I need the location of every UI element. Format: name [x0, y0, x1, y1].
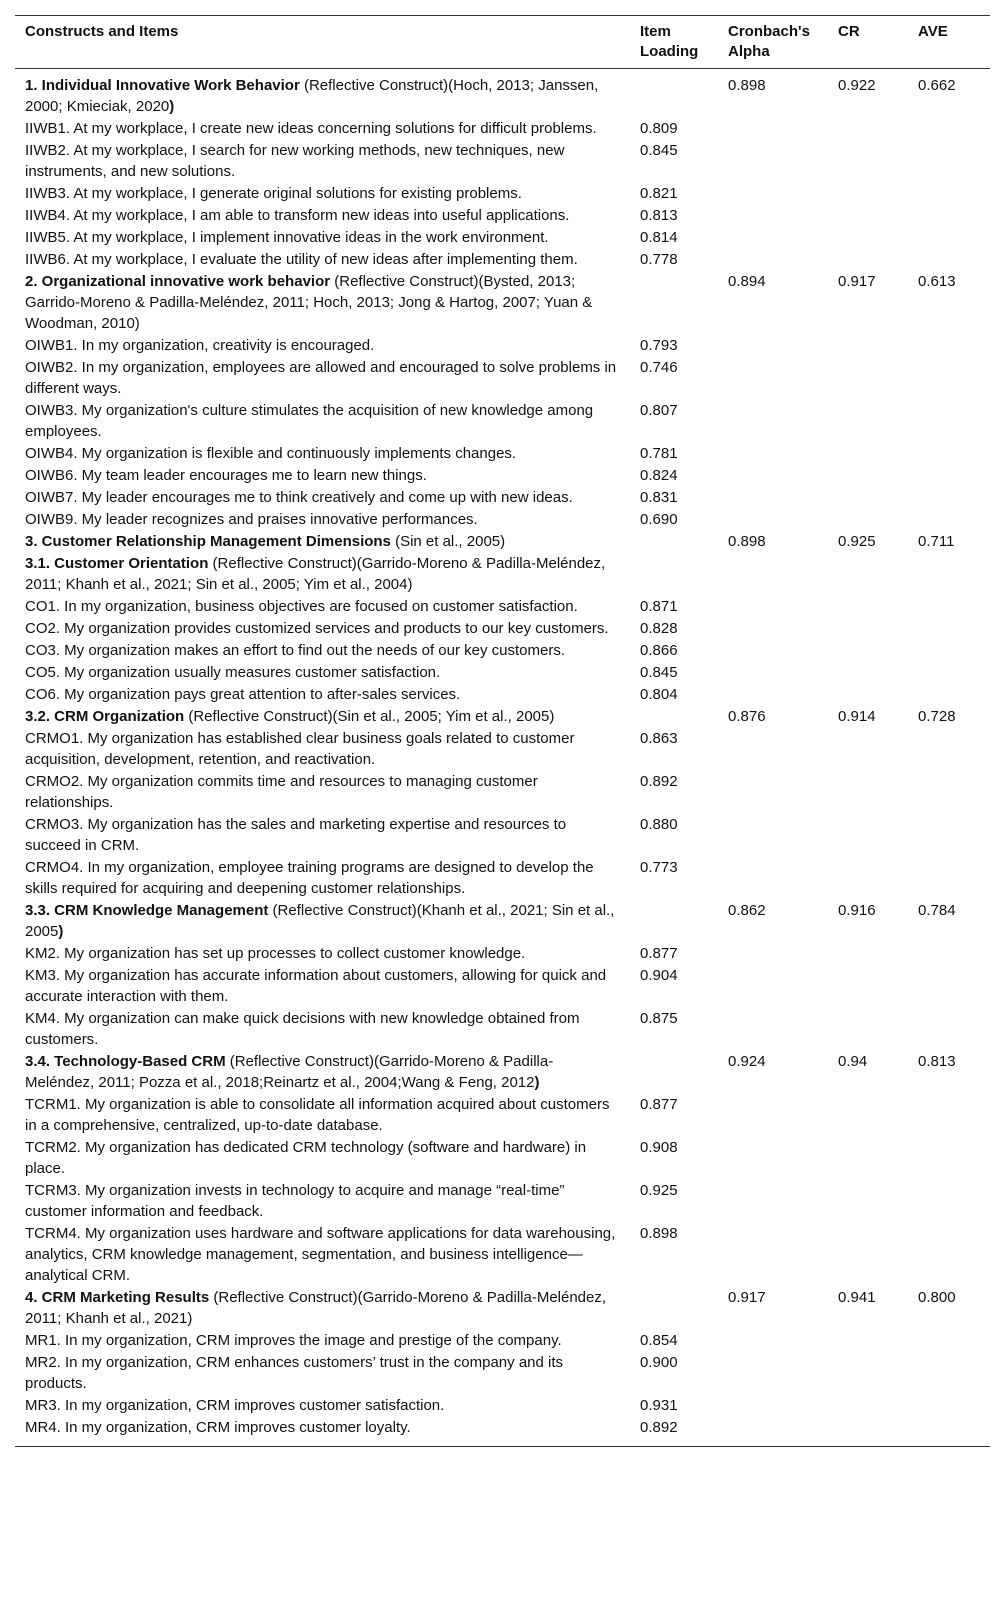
ave-cell — [908, 1330, 990, 1352]
item-row — [15, 249, 990, 271]
construct-source: (Reflective Construct)(Garrido-Moreno & Padilla-Meléndez, 2011; Khanh et al., 2021) — [25, 1289, 607, 1327]
construct-row — [15, 69, 990, 119]
cronbachs-alpha-cell — [718, 965, 828, 1008]
ave-cell — [908, 335, 990, 357]
construct-label-cell — [15, 1287, 630, 1330]
cronbachs-alpha-cell: 0.898 — [728, 533, 766, 550]
header-cronbachs-alpha: Cronbach's Alpha — [728, 23, 810, 60]
cronbachs-alpha-cell — [718, 487, 828, 509]
item-text-cell: KM2. My organization has set up processes to collect customer knowledge. — [25, 945, 526, 962]
item-text-cell: IIWB6. At my workplace, I evaluate the utility of new ideas after implementing them. — [25, 251, 578, 268]
cronbachs-alpha-cell — [718, 814, 828, 857]
cronbachs-alpha-cell — [718, 662, 828, 684]
table-header-row — [15, 16, 990, 69]
cronbachs-alpha-cell — [718, 400, 828, 443]
item-row — [15, 183, 990, 205]
item-loading-cell: 0.904 — [640, 967, 678, 984]
item-row — [15, 205, 990, 227]
item-row — [15, 1094, 990, 1137]
cr-cell: 0.94 — [838, 1053, 868, 1070]
cr-cell — [828, 728, 908, 771]
item-text-cell: CO1. In my organization, business objectives are focused on customer satisfaction. — [25, 598, 578, 615]
cr-cell — [828, 965, 908, 1008]
item-loading-cell: 0.908 — [640, 1139, 678, 1156]
ave-cell — [908, 857, 990, 900]
item-text-cell: CO2. My organization provides customized services and products to our key customers. — [25, 620, 609, 637]
item-text-cell: OIWB9. My leader recognizes and praises innovative performances. — [25, 511, 478, 528]
item-loading-cell: 0.814 — [640, 229, 678, 246]
construct-source: (Sin et al., 2005) — [390, 533, 506, 550]
construct-label-cell — [15, 706, 630, 728]
item-row — [15, 357, 990, 400]
cr-cell — [828, 509, 908, 531]
cronbachs-alpha-cell — [718, 443, 828, 465]
item-loading-cell: 0.898 — [640, 1225, 678, 1242]
ave-cell — [908, 814, 990, 857]
ave-cell — [908, 205, 990, 227]
item-text-cell: TCRM1. My organization is able to consolidate all information acquired about customers in a comprehensive, centralized, up-to-date database. — [25, 1096, 610, 1134]
item-text-cell: IIWB4. At my workplace, I am able to transform new ideas into useful applications. — [25, 207, 570, 224]
cr-cell — [828, 1094, 908, 1137]
cronbachs-alpha-cell — [718, 509, 828, 531]
measurement-table-container — [15, 15, 990, 1447]
ave-cell: 0.662 — [918, 77, 956, 94]
cr-cell: 0.914 — [838, 708, 876, 725]
header-constructs: Constructs and Items — [25, 23, 179, 40]
item-loading-cell: 0.804 — [640, 686, 678, 703]
construct-name: 3.2. CRM Organization — [25, 708, 185, 725]
cr-cell — [828, 1417, 908, 1447]
cr-cell — [828, 1180, 908, 1223]
ave-cell — [908, 400, 990, 443]
item-text-cell: IIWB1. At my workplace, I create new ideas concerning solutions for difficult problems. — [25, 120, 597, 137]
item-loading-cell: 0.781 — [640, 445, 678, 462]
item-row — [15, 943, 990, 965]
item-text-cell: OIWB2. In my organization, employees are allowed and encouraged to solve problems in different ways. — [25, 359, 617, 397]
item-row — [15, 465, 990, 487]
item-row — [15, 400, 990, 443]
cr-cell — [828, 118, 908, 140]
ave-cell: 0.813 — [918, 1053, 956, 1070]
item-loading-cell: 0.877 — [640, 1096, 678, 1113]
construct-row — [15, 706, 990, 728]
item-text-cell: CRMO1. My organization has established clear business goals related to customer acquisition, development, retention, and reactivation. — [25, 730, 575, 768]
item-loading-cell: 0.690 — [640, 511, 678, 528]
item-text-cell: IIWB2. At my workplace, I search for new working methods, new techniques, new instruments, and new solutions. — [25, 142, 565, 180]
cr-cell — [828, 857, 908, 900]
item-loading-cell: 0.892 — [640, 773, 678, 790]
construct-close-paren: ) — [58, 923, 64, 940]
ave-cell: 0.613 — [918, 273, 956, 290]
cr-cell — [828, 205, 908, 227]
cronbachs-alpha-cell — [718, 1008, 828, 1051]
item-row — [15, 118, 990, 140]
ave-cell — [908, 553, 990, 596]
header-cr: CR — [838, 23, 860, 40]
construct-row — [15, 1287, 990, 1330]
cronbachs-alpha-cell: 0.862 — [728, 902, 766, 919]
cronbachs-alpha-cell — [718, 1094, 828, 1137]
item-loading-cell: 0.925 — [640, 1182, 678, 1199]
item-loading-cell: 0.863 — [640, 730, 678, 747]
cronbachs-alpha-cell — [718, 684, 828, 706]
item-text-cell: CO3. My organization makes an effort to find out the needs of our key customers. — [25, 642, 565, 659]
item-row — [15, 596, 990, 618]
construct-row — [15, 531, 990, 553]
cronbachs-alpha-cell — [718, 357, 828, 400]
item-text-cell: TCRM4. My organization uses hardware and software applications for data warehousing, analytics, CRM knowledge management, segmentation, and business intelligence—analytical CRM. — [25, 1225, 616, 1284]
item-loading-cell — [630, 271, 718, 335]
cr-cell — [828, 335, 908, 357]
cr-cell — [828, 357, 908, 400]
ave-cell — [908, 728, 990, 771]
construct-label-cell — [15, 1051, 630, 1094]
item-row — [15, 814, 990, 857]
item-row — [15, 227, 990, 249]
item-row — [15, 618, 990, 640]
cr-cell — [828, 1330, 908, 1352]
item-row — [15, 1352, 990, 1395]
measurement-table — [15, 15, 990, 1447]
item-loading-cell — [630, 900, 718, 943]
item-text-cell: MR4. In my organization, CRM improves customer loyalty. — [25, 1419, 411, 1436]
ave-cell — [908, 684, 990, 706]
cr-cell — [828, 1395, 908, 1417]
item-text-cell: IIWB3. At my workplace, I generate original solutions for existing problems. — [25, 185, 522, 202]
item-row — [15, 487, 990, 509]
item-row — [15, 857, 990, 900]
cr-cell — [828, 443, 908, 465]
item-loading-cell: 0.871 — [640, 598, 678, 615]
cronbachs-alpha-cell — [718, 1417, 828, 1447]
ave-cell — [908, 443, 990, 465]
ave-cell — [908, 1395, 990, 1417]
item-loading-cell — [630, 706, 718, 728]
cronbachs-alpha-cell — [718, 857, 828, 900]
cr-cell — [828, 596, 908, 618]
header-ave: AVE — [918, 23, 948, 40]
item-row — [15, 1137, 990, 1180]
ave-cell — [908, 227, 990, 249]
cronbachs-alpha-cell — [718, 596, 828, 618]
ave-cell — [908, 1094, 990, 1137]
ave-cell — [908, 943, 990, 965]
ave-cell — [908, 1008, 990, 1051]
item-loading-cell: 0.824 — [640, 467, 678, 484]
cronbachs-alpha-cell — [718, 249, 828, 271]
construct-source: (Reflective Construct)(Hoch, 2013; Janssen, 2000; Kmieciak, 2020 — [25, 77, 599, 115]
item-row — [15, 1008, 990, 1051]
cr-cell — [828, 183, 908, 205]
construct-close-paren: ) — [534, 1074, 540, 1091]
cronbachs-alpha-cell — [718, 335, 828, 357]
cronbachs-alpha-cell — [718, 118, 828, 140]
item-text-cell: IIWB5. At my workplace, I implement innovative ideas in the work environment. — [25, 229, 549, 246]
ave-cell — [908, 662, 990, 684]
ave-cell — [908, 183, 990, 205]
cronbachs-alpha-cell: 0.894 — [728, 273, 766, 290]
item-row — [15, 965, 990, 1008]
cr-cell — [828, 400, 908, 443]
cr-cell — [828, 1352, 908, 1395]
cr-cell: 0.917 — [838, 273, 876, 290]
cr-cell — [828, 943, 908, 965]
construct-row — [15, 553, 990, 596]
item-text-cell: OIWB6. My team leader encourages me to learn new things. — [25, 467, 427, 484]
item-loading-cell: 0.813 — [640, 207, 678, 224]
item-text-cell: TCRM3. My organization invests in technology to acquire and manage “real-time” customer information and feedback. — [25, 1182, 565, 1220]
cronbachs-alpha-cell — [718, 1352, 828, 1395]
ave-cell — [908, 509, 990, 531]
ave-cell — [908, 1352, 990, 1395]
item-row — [15, 1180, 990, 1223]
cronbachs-alpha-cell — [718, 1395, 828, 1417]
item-loading-cell: 0.877 — [640, 945, 678, 962]
ave-cell: 0.711 — [918, 533, 955, 550]
ave-cell — [908, 1223, 990, 1287]
cr-cell: 0.925 — [838, 533, 876, 550]
item-loading-cell: 0.875 — [640, 1010, 678, 1027]
ave-cell — [908, 140, 990, 183]
item-text-cell: CRMO4. In my organization, employee training programs are designed to develop the skills required for acquiring and deepening customer relationships. — [25, 859, 594, 897]
ave-cell — [908, 640, 990, 662]
construct-label-cell — [15, 271, 630, 335]
item-row — [15, 509, 990, 531]
item-row — [15, 1223, 990, 1287]
construct-close-paren: ) — [169, 98, 175, 115]
cr-cell — [828, 618, 908, 640]
item-text-cell: MR1. In my organization, CRM improves the image and prestige of the company. — [25, 1332, 562, 1349]
cronbachs-alpha-cell — [718, 465, 828, 487]
ave-cell: 0.784 — [918, 902, 956, 919]
ave-cell — [908, 1137, 990, 1180]
cronbachs-alpha-cell — [718, 1330, 828, 1352]
cronbachs-alpha-cell — [718, 553, 828, 596]
cronbachs-alpha-cell — [718, 943, 828, 965]
construct-name: 3.4. Technology-Based CRM — [25, 1053, 226, 1070]
construct-source: (Reflective Construct)(Bysted, 2013; Garrido-Moreno & Padilla-Meléndez, 2011; Hoch, 2013; Jong & Hartog, 2007; Yuan & Woodman, 2010) — [25, 273, 593, 332]
item-row — [15, 443, 990, 465]
ave-cell — [908, 357, 990, 400]
construct-name: 1. Individual Innovative Work Behavior — [25, 77, 300, 94]
item-loading-cell — [630, 69, 718, 119]
cronbachs-alpha-cell: 0.876 — [728, 708, 766, 725]
ave-cell — [908, 965, 990, 1008]
cronbachs-alpha-cell — [718, 140, 828, 183]
item-loading-cell: 0.845 — [640, 142, 678, 159]
item-loading-cell: 0.931 — [640, 1397, 678, 1414]
item-row — [15, 1330, 990, 1352]
item-text-cell: KM3. My organization has accurate information about customers, allowing for quick and accurate interaction with them. — [25, 967, 607, 1005]
construct-name: 2. Organizational innovative work behavior — [25, 273, 331, 290]
cr-cell: 0.922 — [838, 77, 876, 94]
cronbachs-alpha-cell — [718, 1223, 828, 1287]
item-text-cell: KM4. My organization can make quick decisions with new knowledge obtained from customers. — [25, 1010, 580, 1048]
cr-cell — [828, 1137, 908, 1180]
construct-name: 3. Customer Relationship Management Dimensions — [25, 533, 391, 550]
item-text-cell: OIWB3. My organization's culture stimulates the acquisition of new knowledge among employees. — [25, 402, 594, 440]
item-loading-cell — [630, 1051, 718, 1094]
construct-source: (Reflective Construct)(Sin et al., 2005; Yim et al., 2005) — [184, 708, 555, 725]
cronbachs-alpha-cell — [718, 205, 828, 227]
cr-cell — [828, 465, 908, 487]
item-row — [15, 684, 990, 706]
item-row — [15, 140, 990, 183]
cronbachs-alpha-cell: 0.917 — [728, 1289, 766, 1306]
construct-row — [15, 271, 990, 335]
construct-source: (Reflective Construct)(Khanh et al., 2021; Sin et al., 2005 — [25, 902, 615, 940]
item-loading-cell: 0.773 — [640, 859, 678, 876]
ave-cell — [908, 465, 990, 487]
item-loading-cell: 0.807 — [640, 402, 678, 419]
item-text-cell: OIWB4. My organization is flexible and continuously implements changes. — [25, 445, 517, 462]
cr-cell — [828, 684, 908, 706]
item-loading-cell: 0.778 — [640, 251, 678, 268]
construct-label-cell — [15, 553, 630, 596]
cr-cell — [828, 1223, 908, 1287]
cronbachs-alpha-cell — [718, 618, 828, 640]
item-text-cell: MR2. In my organization, CRM enhances customers’ trust in the company and its products. — [25, 1354, 564, 1392]
cr-cell — [828, 771, 908, 814]
cronbachs-alpha-cell — [718, 1180, 828, 1223]
header-item-loading: Item Loading — [640, 23, 699, 60]
item-loading-cell: 0.845 — [640, 664, 678, 681]
construct-name: 4. CRM Marketing Results — [25, 1289, 210, 1306]
ave-cell — [908, 1180, 990, 1223]
item-loading-cell: 0.828 — [640, 620, 678, 637]
construct-name: 3.3. CRM Knowledge Management — [25, 902, 269, 919]
ave-cell: 0.728 — [918, 708, 956, 725]
ave-cell — [908, 618, 990, 640]
construct-label-cell — [15, 531, 630, 553]
item-row — [15, 662, 990, 684]
item-loading-cell: 0.866 — [640, 642, 678, 659]
item-loading-cell — [630, 553, 718, 596]
cronbachs-alpha-cell: 0.898 — [728, 77, 766, 94]
item-row — [15, 640, 990, 662]
construct-source: (Reflective Construct)(Garrido-Moreno & Padilla-Meléndez, 2011; Pozza et al., 2018;Reinartz et al., 2004;Wang & Feng, 2012 — [25, 1053, 554, 1091]
cronbachs-alpha-cell — [718, 728, 828, 771]
item-loading-cell: 0.793 — [640, 337, 678, 354]
item-text-cell: CRMO2. My organization commits time and resources to managing customer relationships. — [25, 773, 538, 811]
item-text-cell: CO5. My organization usually measures customer satisfaction. — [25, 664, 441, 681]
item-loading-cell: 0.854 — [640, 1332, 678, 1349]
ave-cell — [908, 249, 990, 271]
ave-cell — [908, 487, 990, 509]
cronbachs-alpha-cell — [718, 640, 828, 662]
cr-cell: 0.941 — [838, 1289, 876, 1306]
cr-cell — [828, 487, 908, 509]
cr-cell — [828, 640, 908, 662]
cr-cell — [828, 553, 908, 596]
construct-source: (Reflective Construct)(Garrido-Moreno & Padilla-Meléndez, 2011; Khanh et al., 2021; Sin et al., 2005; Yim et al., 2004) — [25, 555, 606, 593]
item-loading-cell: 0.900 — [640, 1354, 678, 1371]
item-loading-cell: 0.831 — [640, 489, 678, 506]
cronbachs-alpha-cell — [718, 771, 828, 814]
construct-row — [15, 1051, 990, 1094]
item-text-cell: CRMO3. My organization has the sales and marketing expertise and resources to succeed in CRM. — [25, 816, 567, 854]
cronbachs-alpha-cell — [718, 183, 828, 205]
item-row — [15, 728, 990, 771]
ave-cell — [908, 771, 990, 814]
cr-cell — [828, 249, 908, 271]
cr-cell — [828, 140, 908, 183]
item-loading-cell — [630, 1287, 718, 1330]
item-text-cell: OIWB1. In my organization, creativity is encouraged. — [25, 337, 375, 354]
item-loading-cell: 0.746 — [640, 359, 678, 376]
construct-label-cell — [15, 900, 630, 943]
ave-cell: 0.800 — [918, 1289, 956, 1306]
item-text-cell: TCRM2. My organization has dedicated CRM technology (software and hardware) in place. — [25, 1139, 587, 1177]
item-row — [15, 335, 990, 357]
cronbachs-alpha-cell — [718, 227, 828, 249]
item-text-cell: OIWB7. My leader encourages me to think creatively and come up with new ideas. — [25, 489, 573, 506]
cr-cell — [828, 814, 908, 857]
cronbachs-alpha-cell — [718, 1137, 828, 1180]
cr-cell: 0.916 — [838, 902, 876, 919]
item-loading-cell: 0.809 — [640, 120, 678, 137]
cronbachs-alpha-cell: 0.924 — [728, 1053, 766, 1070]
ave-cell — [908, 118, 990, 140]
cr-cell — [828, 662, 908, 684]
item-text-cell: CO6. My organization pays great attention to after-sales services. — [25, 686, 461, 703]
construct-label-cell — [15, 69, 630, 119]
construct-row — [15, 900, 990, 943]
ave-cell — [908, 1417, 990, 1447]
table-body — [15, 69, 990, 1447]
item-loading-cell: 0.892 — [640, 1419, 678, 1436]
item-text-cell: MR3. In my organization, CRM improves customer satisfaction. — [25, 1397, 445, 1414]
cr-cell — [828, 227, 908, 249]
item-loading-cell: 0.880 — [640, 816, 678, 833]
cr-cell — [828, 1008, 908, 1051]
item-loading-cell — [630, 531, 718, 553]
item-row — [15, 1417, 990, 1447]
item-loading-cell: 0.821 — [640, 185, 678, 202]
ave-cell — [908, 596, 990, 618]
item-row — [15, 771, 990, 814]
item-row — [15, 1395, 990, 1417]
construct-name: 3.1. Customer Orientation — [25, 555, 209, 572]
